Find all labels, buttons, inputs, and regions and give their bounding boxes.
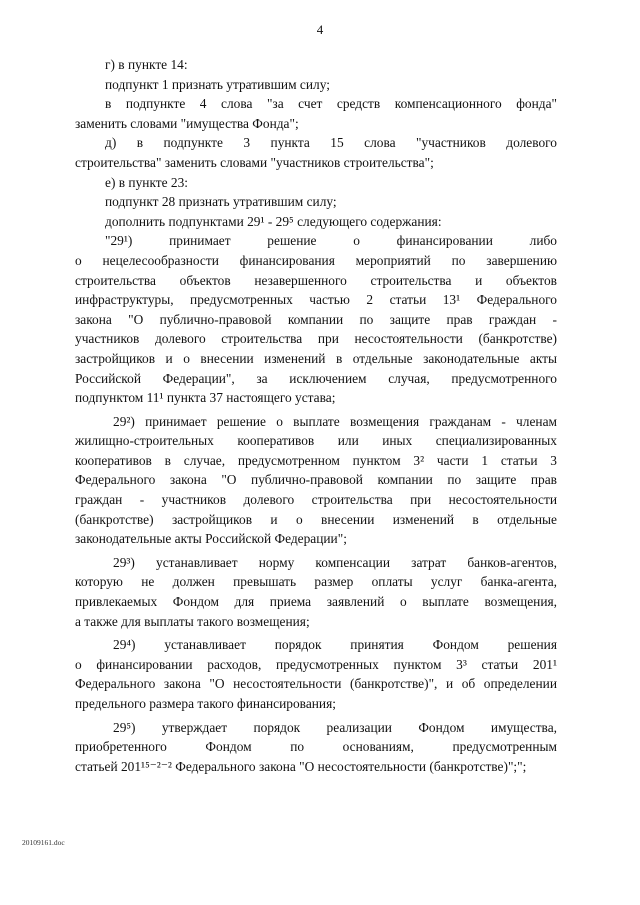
text-line: о нецелесообразности финансирования мероприятий по завершению: [75, 252, 557, 268]
text-line: Федерального закона "О публично-правовой компании по защите прав: [75, 472, 557, 488]
text-line: участников долевого строительства при несостоятельности (банкротстве): [75, 331, 557, 347]
text-line: е) в пункте 23:: [105, 174, 189, 190]
text-line: предельного размера такого финансирования;: [75, 696, 336, 711]
text-line: (банкротстве) застройщиков и о внесении изменений в отдельные: [75, 511, 557, 527]
text-line: граждан - участников долевого строительства при несостоятельности: [75, 492, 557, 508]
text-line: застройщиков и о внесении изменений в отдельные законодательные акты: [75, 350, 557, 366]
document-body: [75, 55, 557, 776]
text-line: а также для выплаты такого возмещения;: [75, 613, 310, 629]
text-line: в подпункте 4 слова "за счет средств компенсационного фонда": [105, 96, 557, 112]
text-line: жилищно-строительных кооперативов или иных специализированных: [75, 433, 557, 449]
text-line: подпункт 28 признать утратившим силу;: [105, 194, 337, 210]
text-line: строительства объектов незавершенного строительства и объектов: [75, 272, 557, 288]
text-line: д) в подпункте 3 пункта 15 слова "участников долевого: [105, 135, 557, 151]
text-line: которую не должен превышать размер оплаты услуг банка-агента,: [75, 574, 557, 590]
text-line: подпунктом 11¹ пункта 37 настоящего устава;: [75, 390, 336, 406]
text-line: 29⁴) устанавливает порядок принятия Фондом решения: [113, 637, 557, 653]
text-line: г) в пункте 14:: [105, 57, 188, 72]
text-line: кооперативов в случае, предусмотренном пунктом 3² части 1 статьи 3: [75, 452, 557, 468]
text-line: 29²) принимает решение о выплате возмещения гражданам - членам: [113, 413, 557, 429]
text-line: дополнить подпунктами 29¹ - 29⁵ следующего содержания:: [105, 213, 442, 229]
text-line: "29¹) принимает решение о финансировании либо: [105, 233, 557, 249]
text-line: 29³) устанавливает норму компенсации затрат банков-агентов,: [113, 554, 557, 570]
text-line: Федерального закона "О несостоятельности (банкротстве)", и об определении: [75, 676, 557, 692]
text-line: приобретенного Фондом по основаниям, предусмотренным: [75, 739, 557, 755]
text-line: строительства" заменить словами "участников строительства";: [75, 154, 434, 170]
text-line: инфраструктуры, предусмотренных частью 2 статьи 13¹ Федерального: [75, 292, 557, 308]
text-line: статьей 201¹⁵⁻²⁻² Федерального закона "О несостоятельности (банкротстве)";";: [75, 758, 527, 774]
page-number: 4: [316, 22, 324, 37]
text-line: 29⁵) утверждает порядок реализации Фондом имущества,: [113, 719, 557, 735]
file-name-footer: 20109161.doc: [22, 838, 65, 847]
text-line: заменить словами "имущества Фонда";: [75, 115, 299, 131]
text-line: законодательные акты Российской Федерации";: [75, 531, 347, 547]
text-line: привлекаемых Фондом для приема заявлений о выплате возмещения,: [75, 594, 557, 610]
text-line: Российской Федерации", за исключением случая, предусмотренного: [75, 370, 557, 386]
text-line: о финансировании расходов, предусмотренных пунктом 3³ статьи 201¹: [75, 656, 557, 672]
text-line: закона "О публично-правовой компании по защите прав граждан -: [75, 311, 557, 327]
text-line: подпункт 1 признать утратившим силу;: [105, 76, 330, 92]
